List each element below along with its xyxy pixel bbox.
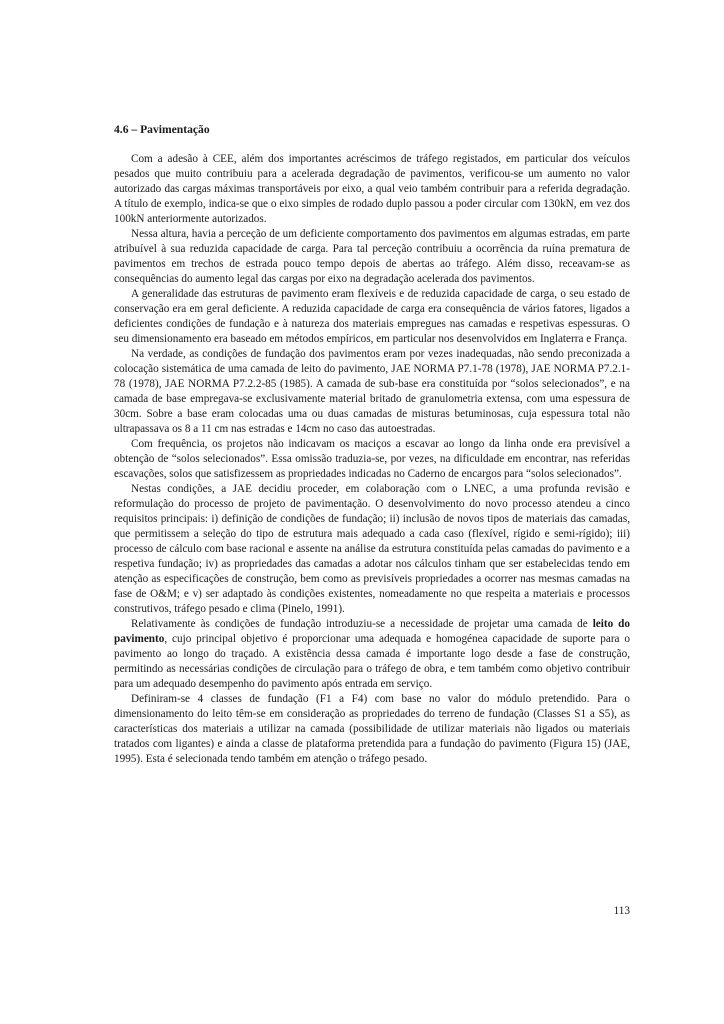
paragraph-pavement-perception: Nessa altura, havia a perceção de um deficiente comportamento dos pavimentos em algumas estradas, em parte atribuível à sua reduzida capacidade de carga. Para tal perceção contribuiu a ocorrência da ruína prematura de pavimentos em trechos de estrada pouco tempo depois de abertas ao tráfego. Além disso, receavam-se as consequências do aumento legal das cargas por eixo na degradação acelerada dos pavimentos. <box>114 228 630 285</box>
paragraph-leito-pavimento <box>114 617 630 692</box>
paragraph-pavement-structures: A generalidade das estruturas de pavimento eram flexíveis e de reduzida capacidade de carga, o seu estado de conservação era em geral deficiente. A reduzida capacidade de carga era consequência de vários fatores, ligados a deficientes condições de fundação e à natureza dos materiais empregues nas camadas e respetivas espessuras. O seu dimensionamento era baseado em métodos empíricos, em particular nos desenvolvidos em Inglaterra e França. <box>114 288 630 345</box>
paragraph-foundation-conditions: Na verdade, as condições de fundação dos pavimentos eram por vezes inadequadas, não sendo preconizada a colocação sistemática de uma camada de leito do pavimento, JAE NORMA P7.1-78 (1978), JAE NORMA P7.2.1-78 (1978), JAE NORMA P7.2.2-85 (1985). A camada de sub-base era constituída por “solos selecionados”, e na camada de base empregava-se exclusivamente material britado de granulometria extensa, com uma espessura de 30cm. Sobre a base eram colocadas uma ou duas camadas de misturas betuminosas, cuja espessura total não ultrapassava os 8 a 11 cm nas estradas e 14cm no caso das autoestradas. <box>114 348 630 435</box>
paragraph-text-after: , cujo principal objetivo é proporcionar uma adequada e homogénea capacidade de suporte para o pavimento ao longo do traçado. A existência dessa camada é importante logo desde a fase de construção, permitindo as necessárias condições de circulação para o tráfego de obra, e tem também como objetivo contribuir para um adequado desempenho do pavimento após entrada em serviço. <box>114 633 630 690</box>
page-number: 113 <box>613 905 630 917</box>
paragraph-selected-soils: Com frequência, os projetos não indicavam os maciços a escavar ao longo da linha onde era previsível a obtenção de “solos selecionados”. Essa omissão traduzia-se, por vezes, na dificuldade em encontrar, nas referidas escavações, solos que satisfizessem as propriedades indicadas no Caderno de encargos para “solos selecionados”. <box>114 438 630 480</box>
paragraph-text-before: Relativamente às condições de fundação introduziu-se a necessidade de projetar uma camada de <box>131 618 593 630</box>
paragraph-jae-revision: Nestas condições, a JAE decidiu proceder, em colaboração com o LNEC, a uma profunda revisão e reformulação do processo de projeto de pavimentação. O desenvolvimento do novo processo atendeu a cinco requisitos principais: i) definição de condições de fundação; ii) inclusão de novos tipos de materiais das camadas, que permitissem a seleção do tipo de estrutura mais adequado a cada caso (flexível, rígido e semi-rígido); iii) processo de cálculo com base racional e assente na análise da estrutura constituída pelas camadas do pavimento e a respetiva fundação; iv) as propriedades das camadas a adotar nos cálculos tinham que ser estabelecidas tendo em atenção as especificações de construção, bem como as previsíveis propriedades a ocorrer nas mesmas camadas na fase de O&M; e v) ser adaptado às condições existentes, nomeadamente no que respeita a materiais e processos construtivos, tráfego pesado e clima (Pinelo, 1991). <box>114 483 630 615</box>
bold-term-leito-do-pavimento: leito do pavimento <box>114 618 630 645</box>
page-body <box>114 122 630 767</box>
paragraph-cee-adhesion: Com a adesão à CEE, além dos importantes acréscimos de tráfego registados, em particular dos veículos pesados que muito contribuiu para a acelerada degradação de pavimentos, verificou-se um aumento no valor autorizado das cargas máximas transportáveis por eixo, a qual veio também contribuir para a referida degradação. A título de exemplo, indica-se que o eixo simples de rodado duplo passou a poder circular com 130kN, em vez dos 100kN anteriormente autorizados. <box>114 153 630 225</box>
section-heading: 4.6 – Pavimentação <box>114 123 210 136</box>
paragraph-foundation-classes: Definiram-se 4 classes de fundação (F1 a F4) com base no valor do módulo pretendido. Para o dimensionamento do leito têm-se em consideração as propriedades do terreno de fundação (Classes S1 a S5), as características dos materiais a utilizar na camada (possibilidade de utilizar materiais não ligados ou materiais tratados com ligantes) e ainda a classe de plataforma pretendida para a fundação do pavimento (Figura 15) (JAE, 1995). Esta é selecionada tendo também em atenção o tráfego pesado. <box>114 693 630 765</box>
